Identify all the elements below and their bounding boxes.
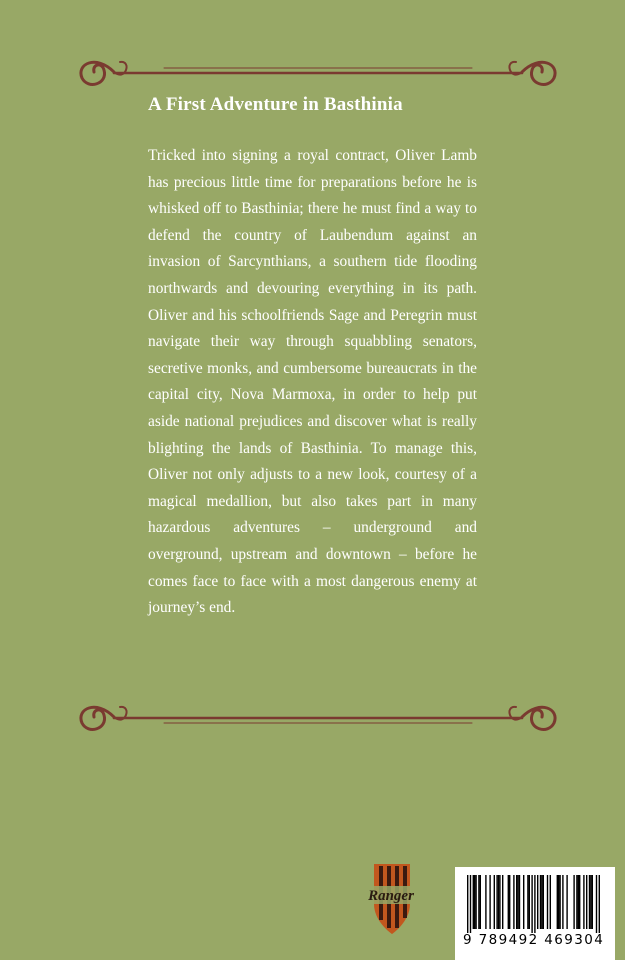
barcode-bar (494, 875, 495, 929)
barcode-bar (557, 875, 558, 929)
publisher-logo (354, 860, 428, 940)
isbn-number: 9 789492 469304 (463, 932, 605, 948)
barcode-bar (562, 875, 563, 929)
publisher-name: Ranger (368, 888, 414, 904)
barcode-bar (502, 875, 503, 929)
barcode-bar (559, 875, 560, 929)
barcode-bar (537, 875, 538, 929)
barcode-bar (496, 875, 497, 929)
isbn-barcode (455, 867, 615, 960)
barcode-bar (478, 875, 479, 929)
barcode-bar (531, 875, 532, 933)
barcode-bars (467, 875, 603, 933)
barcode-bar (534, 875, 535, 933)
barcode-bar (599, 875, 600, 933)
barcode-bar (474, 875, 475, 929)
barcode-bar (519, 875, 520, 929)
barcode-bar (578, 875, 579, 929)
barcode-bar (527, 875, 528, 929)
barcode-bar (596, 875, 597, 933)
barcode-bar (547, 875, 548, 929)
barcode-bar (517, 875, 518, 929)
barcode-bar (467, 875, 468, 933)
barcode-bar (589, 875, 590, 929)
book-blurb: Tricked into signing a royal contract, Oliver Lamb has precious little time for preparations before he is whisked off to Basthinia; there he must find a way to defend the country of Laubendum against an invasion of Sarcynthians, a southern tide flooding northwards and devouring everything in its path. Oliver and his schoolfriends Sage and Peregrin must navigate their way through squabbling senators, secretive monks, and cumbersome bureaucrats in the capital city, Nova Marmoxa, in order to help put aside national prejudices and discover what is really blighting the lands of Basthinia. To manage this, Oliver not only adjusts to a new look, courtesy of a magical medallion, but also takes part in many hazardous adventures – underground and overground, upstream and downtown – before he comes face to face with a most dangerous enemy at journey’s end. (148, 147, 477, 617)
barcode-bar (499, 875, 500, 929)
barcode-bar (509, 875, 510, 929)
barcode-bar (516, 875, 517, 929)
top-ornamental-divider (74, 52, 562, 92)
barcode-bar (485, 875, 486, 929)
barcode-bar (498, 875, 499, 929)
barcode-bar (573, 875, 574, 929)
barcode-bar (475, 875, 476, 929)
bottom-ornamental-divider (74, 697, 562, 737)
barcode-bar (470, 875, 471, 933)
barcode-bar (508, 875, 509, 929)
barcode-bar (473, 875, 474, 929)
barcode-bar (541, 875, 542, 929)
barcode-bar (513, 875, 514, 929)
barcode-bar (590, 875, 591, 929)
barcode-bar (543, 875, 544, 929)
barcode-bar (592, 875, 593, 929)
barcode-bar (586, 875, 587, 929)
barcode-bar (576, 875, 577, 929)
barcode-bar (540, 875, 541, 929)
barcode-bar (583, 875, 584, 929)
book-title: A First Adventure in Basthinia (148, 94, 403, 115)
barcode-bar (523, 875, 524, 929)
barcode-bar (489, 875, 490, 929)
barcode-bar (529, 875, 530, 929)
barcode-bar (579, 875, 580, 929)
barcode-bar (550, 875, 551, 929)
barcode-bar (558, 875, 559, 929)
barcode-bar (566, 875, 567, 929)
barcode-bar (480, 875, 481, 929)
